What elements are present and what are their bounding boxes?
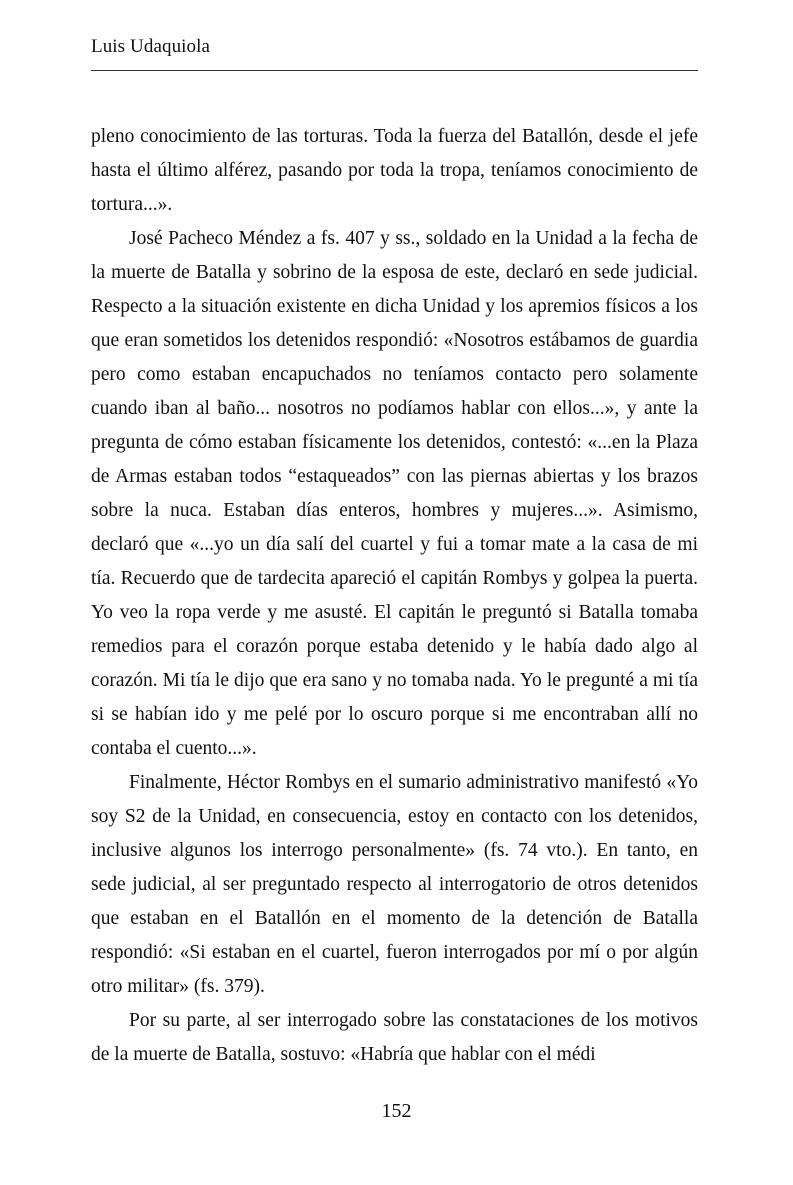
- header-rule: [91, 70, 698, 71]
- paragraph-1: pleno conocimiento de las torturas. Toda la fuerza del Batallón, desde el jefe hasta el último alférez, pasando por toda la tropa, teníamos conocimiento de tortura...».: [91, 126, 698, 215]
- paragraph-3: Finalmente, Héctor Rombys en el sumario administrativo manifestó «Yo soy S2 de la Unidad, en consecuencia, estoy en contacto con los detenidos, inclusive algunos los interrogo personalmente» (fs. 74 vto.). En tanto, en sede judicial, al ser preguntado respecto al interrogatorio de otros detenidos que estaban en el Batallón en el momento de la detención de Batalla respondió: «Si estaban en el cuartel, fueron interrogados por mí o por algún otro militar» (fs. 379).: [91, 772, 698, 997]
- page-number: 152: [381, 1100, 412, 1122]
- paragraph-4: Por su parte, al ser interrogado sobre las constataciones de los motivos de la muerte de Batalla, sostuvo: «Habría que hablar con el médi: [91, 1010, 698, 1065]
- running-head: Luis Udaquiola: [91, 36, 211, 57]
- paragraph-2: José Pacheco Méndez a fs. 407 y ss., soldado en la Unidad a la fecha de la muerte de Batalla y sobrino de la esposa de este, declaró en sede judicial. Respecto a la situación existente en dicha Unidad y los apremios físicos a los que eran sometidos los detenidos respondió: «Nosotros estábamos de guardia pero como estaban encapuchados no teníamos contacto pero solamente cuando iban al baño... nosotros no podíamos hablar con ellos...», y ante la pregunta de cómo estaban físicamente los detenidos, contestó: «...en la Plaza de Armas estaban todos “estaqueados” con las piernas abiertas y los brazos sobre la nuca. Estaban días enteros, hombres y mujeres...». Asimismo, declaró que «...yo un día salí del cuartel y fui a tomar mate a la casa de mi tía. Recuerdo que de tardecita apareció el capitán Rombys y golpea la puerta. Yo veo la ropa verde y me asusté. El capitán le preguntó si Batalla tomaba remedios para el corazón porque estaba detenido y le había dado algo al corazón. Mi tía le dijo que era sano y no tomaba nada. Yo le pregunté a mi tía si se habían ido y me pelé por lo oscuro porque si me encontraban allí no contaba el cuento...».: [91, 228, 698, 759]
- body-text: [91, 120, 698, 1072]
